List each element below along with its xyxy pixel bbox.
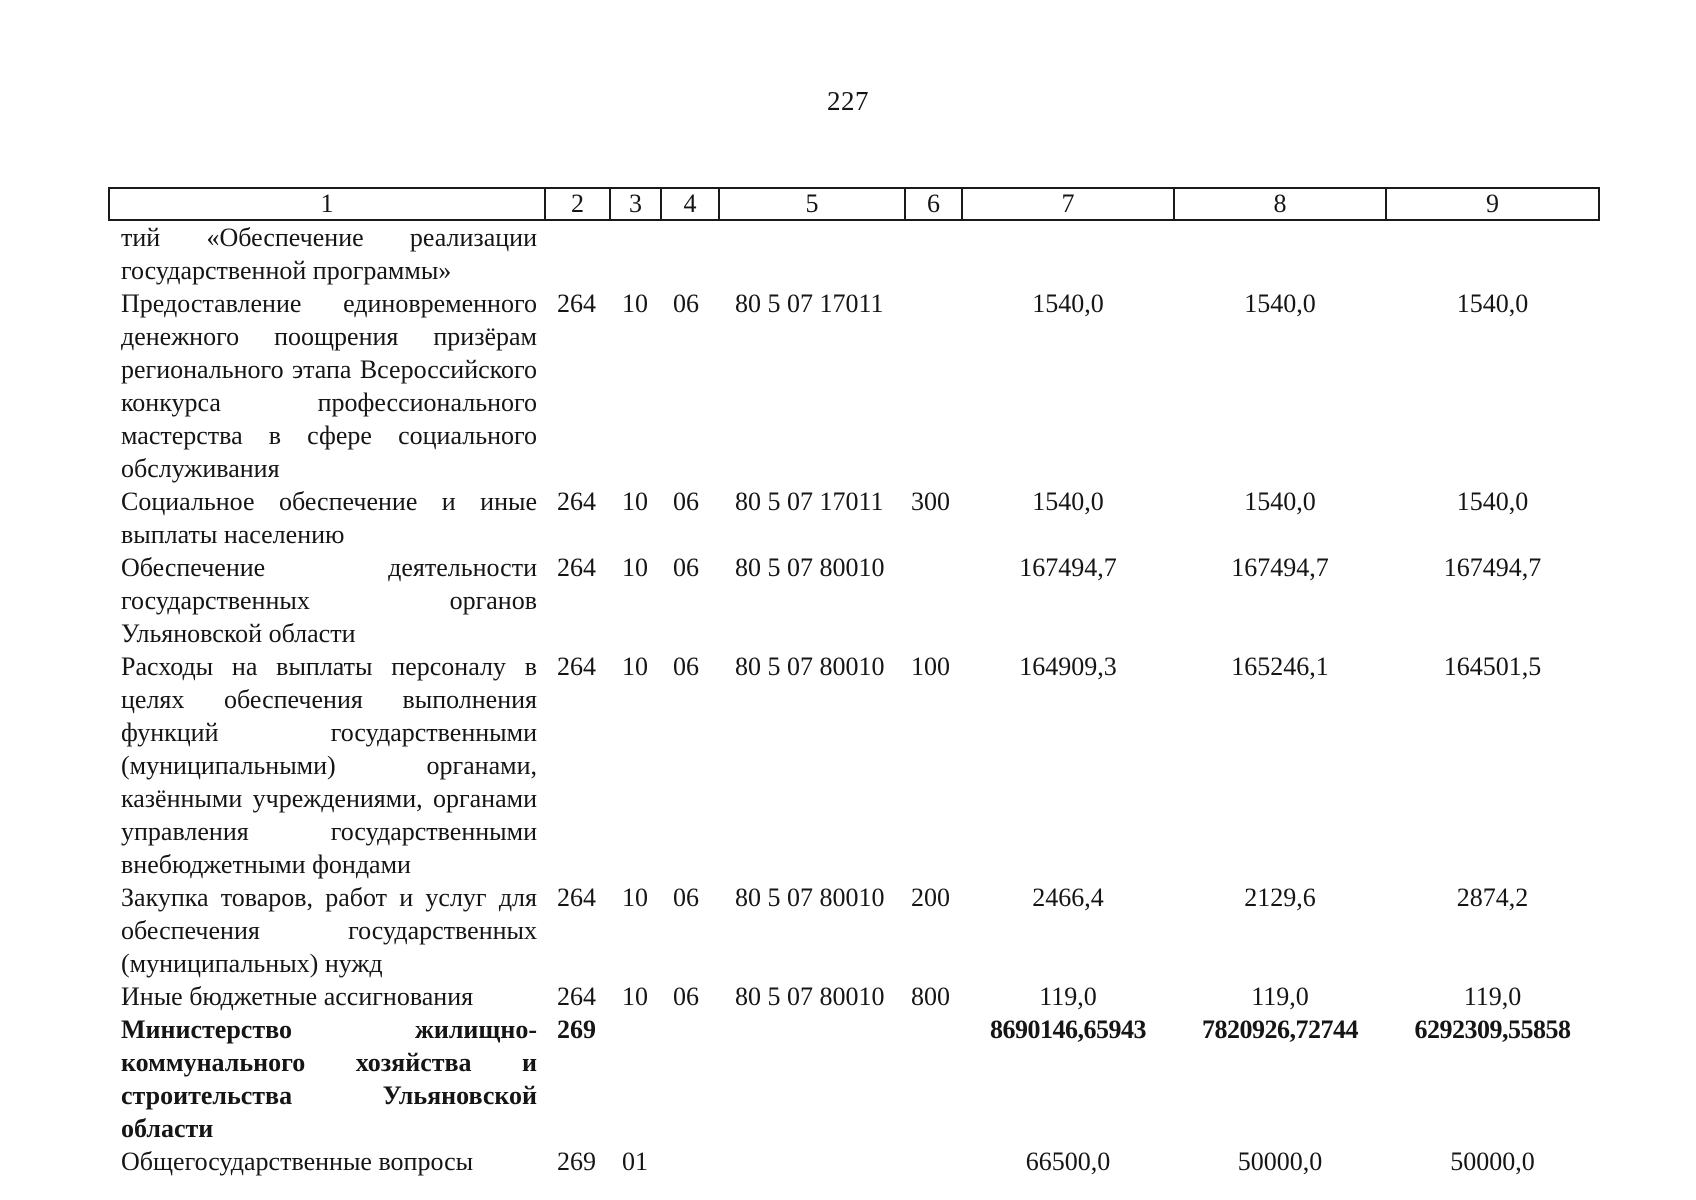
ministry-code-cell: 269 bbox=[557, 1147, 596, 1176]
subsection-code-cell: 06 bbox=[673, 982, 699, 1011]
subsection-code-cell: 06 bbox=[673, 553, 699, 582]
section-code-cell: 10 bbox=[622, 652, 648, 681]
subsection-code-cell bbox=[661, 1145, 719, 1178]
amount-col8-cell: 167494,7 bbox=[1231, 553, 1329, 582]
ministry-code-cell: 264 bbox=[557, 652, 596, 681]
amount-col8-cell: 7820926,72744 bbox=[1202, 1015, 1358, 1044]
column-header-7: 7 bbox=[962, 188, 1174, 220]
table-row bbox=[109, 881, 1599, 980]
expense-type-cell: 800 bbox=[911, 982, 950, 1011]
column-header-5: 5 bbox=[719, 188, 905, 220]
expense-type-cell bbox=[905, 220, 962, 287]
column-header-6: 6 bbox=[905, 188, 962, 220]
column-header-8: 8 bbox=[1174, 188, 1386, 220]
amount-col7-cell: 1540,0 bbox=[1032, 487, 1104, 516]
section-code-cell: 10 bbox=[622, 289, 648, 318]
ministry-code-cell bbox=[545, 220, 610, 287]
item-name-cell: тий «Обеспечение реализации государственной программы» bbox=[121, 223, 537, 285]
column-header-3: 3 bbox=[610, 188, 661, 220]
table-row bbox=[109, 1145, 1599, 1178]
amount-col9-cell: 6292309,55858 bbox=[1414, 1015, 1571, 1044]
expense-type-cell bbox=[905, 1013, 962, 1145]
table-row bbox=[109, 551, 1599, 650]
page-number: 227 bbox=[827, 86, 869, 116]
ministry-code-cell: 264 bbox=[557, 487, 596, 516]
amount-col9-cell: 1540,0 bbox=[1456, 289, 1529, 318]
ministry-code-cell: 264 bbox=[557, 883, 596, 912]
section-code-cell: 10 bbox=[622, 982, 648, 1011]
column-header-1: 1 bbox=[109, 188, 545, 220]
column-header-2: 2 bbox=[545, 188, 610, 220]
table-row bbox=[109, 980, 1599, 1013]
amount-col8-cell: 119,0 bbox=[1251, 982, 1309, 1011]
ministry-code-cell: 264 bbox=[557, 289, 596, 318]
amount-col8-cell: 1540,0 bbox=[1244, 487, 1316, 516]
amount-col7-cell: 167494,7 bbox=[1019, 553, 1117, 582]
subsection-code-cell bbox=[661, 1013, 719, 1145]
subsection-code-cell: 06 bbox=[673, 652, 699, 681]
amount-col9-cell: 119,0 bbox=[1463, 982, 1522, 1011]
ministry-code-cell: 264 bbox=[557, 982, 596, 1011]
expense-type-cell: 100 bbox=[911, 652, 950, 681]
item-name-cell: Предоставление единовременного денежного поощрения призёрам регионального этапа Всероссийского конкурса профессионального мастерства в сфере социального обслуживания bbox=[121, 289, 537, 483]
amount-col9-cell bbox=[1386, 220, 1599, 287]
subsection-code-cell bbox=[661, 220, 719, 287]
amount-col8-cell: 165246,1 bbox=[1231, 652, 1329, 681]
target-article-cell: 80 5 07 17011 bbox=[735, 487, 884, 516]
target-article-cell: 80 5 07 17011 bbox=[735, 289, 884, 318]
amount-col7-cell: 2466,4 bbox=[1032, 883, 1104, 912]
amount-col9-cell: 1540,0 bbox=[1456, 487, 1529, 516]
expense-type-cell bbox=[905, 551, 962, 650]
section-code-cell bbox=[610, 220, 661, 287]
section-code-cell: 10 bbox=[622, 487, 648, 516]
target-article-cell bbox=[719, 1145, 905, 1178]
header-row bbox=[109, 188, 1599, 220]
target-article-cell: 80 5 07 80010 bbox=[735, 553, 885, 582]
ministry-code-cell: 264 bbox=[557, 553, 596, 582]
section-code-cell: 01 bbox=[622, 1147, 648, 1176]
subsection-code-cell: 06 bbox=[673, 883, 699, 912]
target-article-cell bbox=[719, 220, 905, 287]
table-row bbox=[109, 1013, 1599, 1145]
item-name-cell: Иные бюджетные ассигнования bbox=[121, 982, 474, 1011]
table-row bbox=[109, 485, 1599, 551]
target-article-cell: 80 5 07 80010 bbox=[735, 883, 885, 912]
amount-col7-cell: 164909,3 bbox=[1019, 652, 1117, 681]
column-header-4: 4 bbox=[661, 188, 719, 220]
table-header bbox=[109, 188, 1599, 220]
column-header-9: 9 bbox=[1386, 188, 1599, 220]
amount-col7-cell: 1540,0 bbox=[1032, 289, 1104, 318]
item-name-cell: Обеспечение деятельности государственных органов Ульяновской области bbox=[121, 553, 537, 648]
amount-col8-cell: 50000,0 bbox=[1237, 1147, 1323, 1176]
amount-col9-cell: 164501,5 bbox=[1443, 652, 1542, 681]
item-name-cell: Министерство жилищно-коммунального хозяйства и строительства Ульяновской области bbox=[121, 1015, 537, 1143]
amount-col8-cell bbox=[1174, 220, 1386, 287]
section-code-cell bbox=[610, 1013, 661, 1145]
budget-table bbox=[108, 187, 1600, 1178]
subsection-code-cell: 06 bbox=[673, 487, 699, 516]
table-row bbox=[109, 650, 1599, 881]
ministry-code-cell: 269 bbox=[557, 1015, 596, 1044]
target-article-cell: 80 5 07 80010 bbox=[735, 652, 885, 681]
table-body bbox=[109, 220, 1599, 1178]
target-article-cell bbox=[719, 1013, 905, 1145]
item-name-cell: Общегосударственные вопросы bbox=[121, 1147, 474, 1176]
amount-col8-cell: 2129,6 bbox=[1244, 883, 1316, 912]
item-name-cell: Расходы на выплаты персоналу в целях обеспечения выполнения функций государственными (муниципальными) органами, казёнными учреждениями, органами управления государственными внебюджетными фондами bbox=[121, 652, 537, 879]
amount-col8-cell: 1540,0 bbox=[1244, 289, 1316, 318]
amount-col7-cell bbox=[962, 220, 1174, 287]
budget-table-container bbox=[108, 187, 1598, 1178]
target-article-cell: 80 5 07 80010 bbox=[735, 982, 885, 1011]
amount-col7-cell: 66500,0 bbox=[1025, 1147, 1111, 1176]
expense-type-cell: 200 bbox=[911, 883, 950, 912]
item-name-cell: Закупка товаров, работ и услуг для обеспечения государственных (муниципальных) нужд bbox=[121, 883, 537, 978]
section-code-cell: 10 bbox=[622, 883, 648, 912]
table-row bbox=[109, 287, 1599, 485]
amount-col9-cell: 50000,0 bbox=[1450, 1147, 1535, 1176]
subsection-code-cell: 06 bbox=[673, 289, 699, 318]
section-code-cell: 10 bbox=[622, 553, 648, 582]
amount-col7-cell: 8690146,65943 bbox=[990, 1015, 1146, 1044]
expense-type-cell bbox=[905, 287, 962, 485]
amount-col9-cell: 167494,7 bbox=[1443, 553, 1542, 582]
expense-type-cell bbox=[905, 1145, 962, 1178]
amount-col9-cell: 2874,2 bbox=[1456, 883, 1529, 912]
amount-col7-cell: 119,0 bbox=[1039, 982, 1097, 1011]
item-name-cell: Социальное обеспечение и иные выплаты населению bbox=[121, 487, 537, 549]
table-row bbox=[109, 220, 1599, 287]
expense-type-cell: 300 bbox=[911, 487, 950, 516]
